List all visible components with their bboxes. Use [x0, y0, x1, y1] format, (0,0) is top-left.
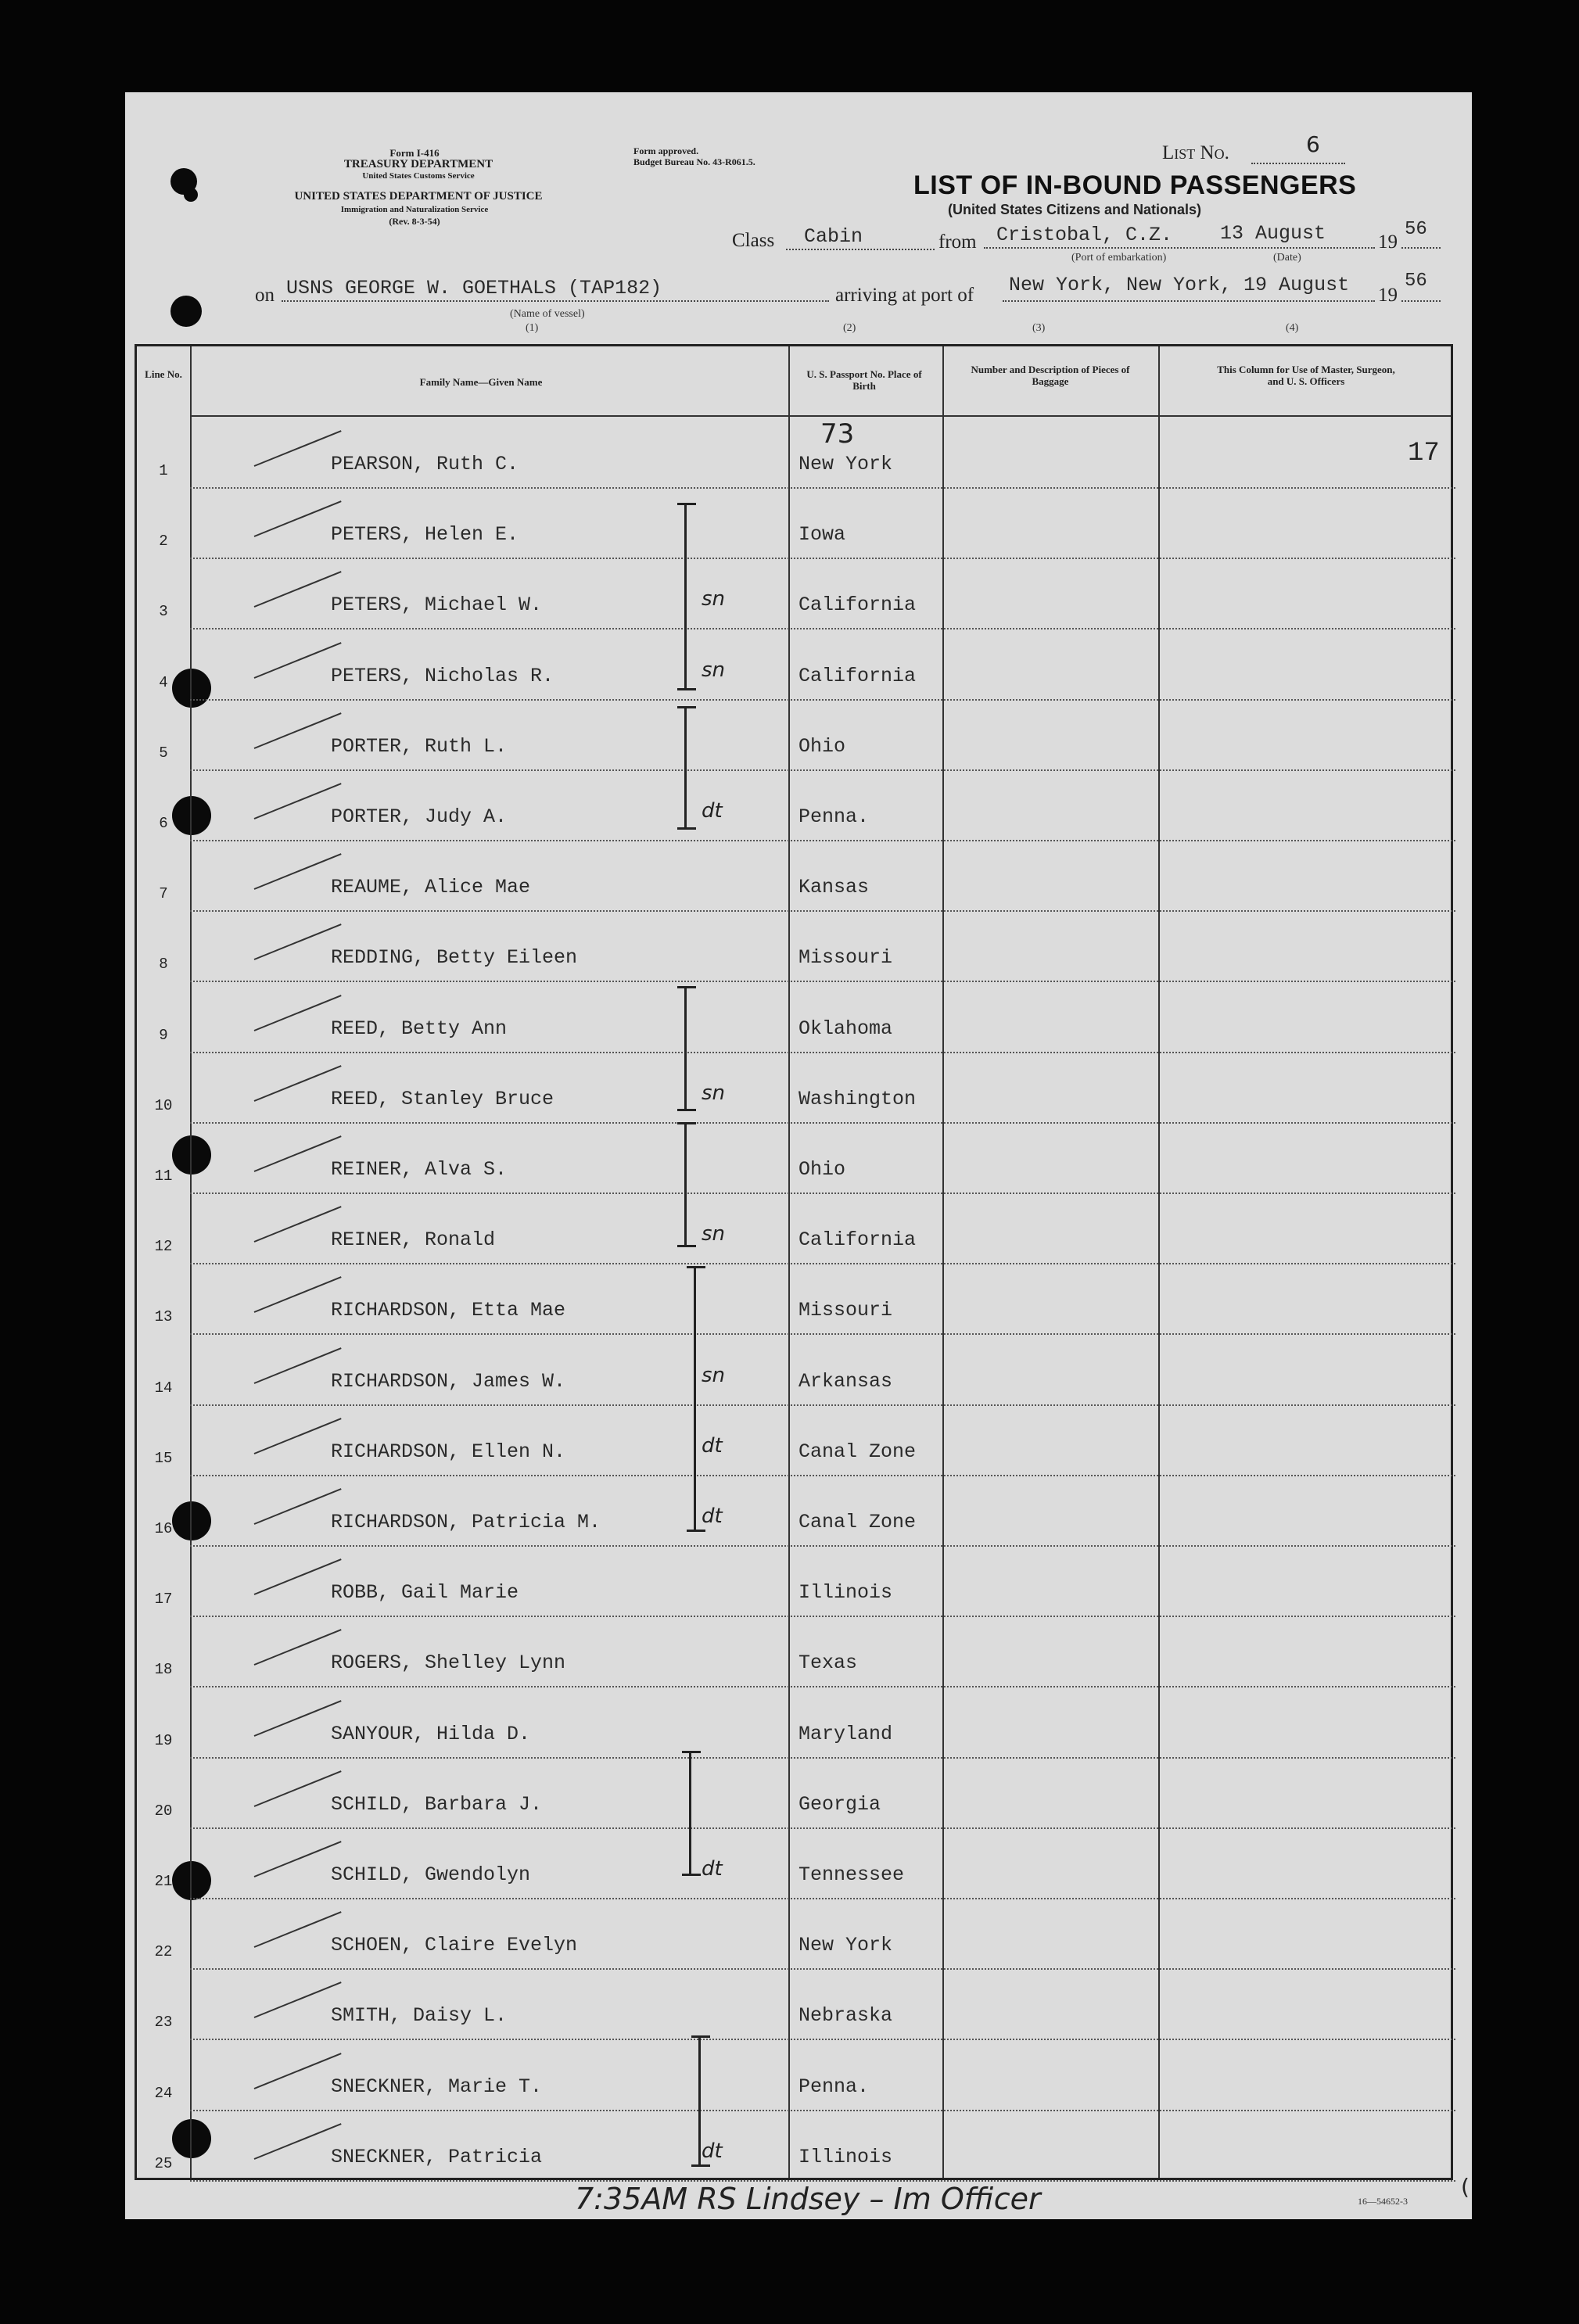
- passenger-name: PETERS, Michael W.: [331, 594, 543, 617]
- from-label: from: [938, 231, 977, 253]
- passenger-name: RICHARDSON, Patricia M.: [331, 1511, 601, 1533]
- passenger-row: [137, 1194, 1455, 1264]
- ins-label: Immigration and Naturalization Service: [340, 205, 489, 214]
- passenger-row: [137, 418, 1455, 489]
- passenger-name: REINER, Alva S.: [331, 1158, 508, 1181]
- check-tick: [254, 1488, 342, 1525]
- family-bracket: [684, 706, 687, 830]
- class-value: Cabin: [804, 225, 863, 248]
- check-tick: [254, 642, 342, 679]
- vessel-caption: (Name of vessel): [510, 308, 585, 320]
- line-number: 3: [159, 603, 168, 621]
- family-bracket: [694, 1266, 696, 1532]
- passenger-row: [137, 1899, 1455, 1970]
- passenger-name: PETERS, Helen E.: [331, 523, 519, 547]
- vessel-line: [282, 300, 829, 302]
- place-of-birth: Missouri: [798, 946, 893, 970]
- line-number: 22: [154, 1943, 173, 1961]
- check-tick: [254, 1558, 342, 1595]
- header-baggage: Number and Description of Pieces of Baggage: [971, 364, 1130, 387]
- line-number: 23: [154, 2014, 173, 2032]
- year-value-2: 56: [1405, 271, 1427, 292]
- line-number: 21: [154, 1873, 173, 1890]
- place-of-birth: Texas: [798, 1652, 858, 1675]
- passenger-row: [137, 1406, 1455, 1476]
- place-of-birth: Kansas: [798, 876, 870, 899]
- list-no-label: List No.: [1162, 142, 1229, 163]
- column-number-3: (3): [1032, 322, 1046, 334]
- check-tick: [254, 1770, 342, 1807]
- passenger-row: [137, 1688, 1455, 1759]
- place-of-birth: California: [798, 1228, 917, 1252]
- year-prefix-1: 19: [1378, 231, 1398, 253]
- passenger-row: [137, 701, 1455, 771]
- row1-handwritten-number: 73: [820, 418, 855, 450]
- form-number: Form I-416: [389, 147, 440, 159]
- vessel-name: USNS GEORGE W. GOETHALS (TAP182): [286, 277, 662, 299]
- relationship-mark: sn: [702, 1363, 726, 1387]
- treasury-department: TREASURY DEPARTMENT: [343, 158, 493, 170]
- relationship-mark: dt: [702, 2139, 723, 2163]
- column-number-1: (1): [526, 322, 539, 334]
- check-tick: [254, 1630, 342, 1666]
- check-tick: [254, 853, 342, 890]
- passenger-row: [137, 1547, 1455, 1617]
- family-bracket: [684, 986, 687, 1111]
- customs-service: United States Customs Service: [362, 171, 475, 181]
- line-number: 15: [154, 1449, 173, 1467]
- line-number: 9: [159, 1026, 168, 1044]
- passenger-row: [137, 983, 1455, 1053]
- line-number: 19: [154, 1731, 173, 1749]
- line-number: 24: [154, 2084, 173, 2102]
- relationship-mark: dt: [702, 1857, 723, 1881]
- passenger-table: [135, 344, 1453, 2180]
- check-tick: [254, 500, 342, 537]
- place-of-birth: Georgia: [798, 1792, 881, 1816]
- line-number: 14: [154, 1379, 173, 1397]
- passenger-row: [137, 771, 1455, 841]
- class-label: Class: [732, 230, 775, 251]
- arrival-port: New York, New York, 19 August: [1009, 274, 1350, 296]
- check-tick: [254, 1911, 342, 1948]
- place-of-birth: Penna.: [798, 2075, 870, 2098]
- form-approved: Form approved.: [633, 145, 699, 156]
- column-number-2: (2): [843, 322, 856, 334]
- passenger-row: [137, 841, 1455, 912]
- place-of-birth: Ohio: [798, 734, 846, 758]
- family-bracket: [689, 1751, 691, 1876]
- family-bracket: [684, 1122, 687, 1247]
- place-of-birth: Tennessee: [798, 1863, 905, 1886]
- passenger-name: PORTER, Ruth L.: [331, 734, 508, 758]
- passenger-name: ROBB, Gail Marie: [331, 1581, 519, 1605]
- line-number: 20: [154, 1802, 173, 1820]
- relationship-mark: sn: [702, 1222, 726, 1246]
- passenger-row: [137, 2111, 1455, 2182]
- place-of-birth: Canal Zone: [798, 1440, 917, 1463]
- header-family-name: Family Name—Given Name: [419, 376, 543, 388]
- relationship-mark: dt: [702, 799, 723, 823]
- passenger-name: SCHILD, Barbara J.: [331, 1792, 543, 1816]
- header-line-no: Line No.: [145, 368, 182, 380]
- passenger-row: [137, 1264, 1455, 1335]
- check-tick: [254, 1841, 342, 1877]
- revision-label: (Rev. 8-3-54): [389, 216, 440, 227]
- place-of-birth: Oklahoma: [798, 1017, 893, 1040]
- passenger-name: PETERS, Nicholas R.: [331, 664, 554, 687]
- line-number: 12: [154, 1238, 173, 1256]
- check-tick: [254, 2053, 342, 2089]
- line-number: 18: [154, 1661, 173, 1679]
- place-of-birth: New York: [798, 453, 893, 475]
- relationship-mark: dt: [702, 1505, 723, 1528]
- check-tick: [254, 1277, 342, 1314]
- line-number: 11: [154, 1167, 173, 1185]
- justice-department: UNITED STATES DEPARTMENT OF JUSTICE: [294, 190, 543, 203]
- family-bracket: [698, 2035, 701, 2167]
- list-no-value: 6: [1306, 131, 1320, 157]
- year-value-1: 56: [1405, 219, 1427, 240]
- check-tick: [254, 1065, 342, 1102]
- row1-officer-number: 17: [1408, 439, 1440, 468]
- footer-handwriting: 7:35AM RS Lindsey – Im Officer: [575, 2182, 1041, 2216]
- on-label: on: [255, 285, 275, 306]
- date-caption: (Date): [1273, 252, 1301, 264]
- relationship-mark: sn: [702, 587, 726, 611]
- check-tick: [254, 1347, 342, 1384]
- header-officers: This Column for Use of Master, Surgeon, and U. S. Officers: [1217, 364, 1395, 387]
- family-bracket: [684, 503, 687, 690]
- place-of-birth: California: [798, 664, 917, 687]
- passenger-row: [137, 489, 1455, 559]
- check-tick: [254, 712, 342, 749]
- place-of-birth: Maryland: [798, 1722, 893, 1745]
- passenger-name: RICHARDSON, Ellen N.: [331, 1440, 566, 1463]
- passenger-name: SMITH, Daisy L.: [331, 2004, 508, 2028]
- passenger-name: SCHOEN, Claire Evelyn: [331, 1934, 578, 1957]
- passenger-row: [137, 1970, 1455, 2040]
- line-number: 8: [159, 956, 168, 974]
- budget-bureau: Budget Bureau No. 43-R061.5.: [633, 156, 755, 167]
- line-number: 13: [154, 1308, 173, 1326]
- place-of-birth: Illinois: [798, 1581, 893, 1605]
- check-tick: [254, 995, 342, 1031]
- relationship-mark: dt: [702, 1433, 723, 1458]
- place-of-birth: Washington: [798, 1087, 917, 1110]
- line-number: 17: [154, 1591, 173, 1609]
- line-number: 10: [154, 1096, 173, 1114]
- line-number: 16: [154, 1520, 173, 1537]
- passenger-name: RICHARDSON, Etta Mae: [331, 1299, 566, 1322]
- place-of-birth: Missouri: [798, 1299, 893, 1322]
- check-tick: [254, 2123, 342, 2160]
- passenger-row: [137, 630, 1455, 701]
- passenger-row: [137, 1759, 1455, 1829]
- place-of-birth: Illinois: [798, 2145, 893, 2168]
- passenger-name: REED, Stanley Bruce: [331, 1087, 554, 1110]
- check-tick: [254, 1135, 342, 1172]
- passenger-row: [137, 912, 1455, 982]
- check-tick: [254, 430, 342, 467]
- year-prefix-2: 19: [1378, 285, 1398, 306]
- place-of-birth: Arkansas: [798, 1369, 893, 1393]
- class-line: [786, 249, 935, 250]
- from-line: [984, 247, 1375, 249]
- departure-date: 13 August: [1220, 222, 1326, 245]
- year-line-1: [1401, 247, 1441, 249]
- place-of-birth: Ohio: [798, 1158, 846, 1181]
- place-of-birth: New York: [798, 1934, 893, 1957]
- line-number: 4: [159, 673, 168, 691]
- check-tick: [254, 783, 342, 819]
- passenger-row: [137, 1053, 1455, 1124]
- list-no-line: [1251, 163, 1345, 164]
- arrival-line: [1003, 300, 1375, 302]
- form-code: 16—54652-3: [1358, 2196, 1408, 2207]
- check-tick: [254, 1206, 342, 1243]
- from-value: Cristobal, C.Z.: [996, 224, 1173, 246]
- header-passport: U. S. Passport No. Place of Birth: [806, 368, 922, 392]
- arriving-label: arriving at port of: [835, 285, 974, 306]
- passenger-name: SCHILD, Gwendolyn: [331, 1863, 531, 1886]
- line-number: 2: [159, 533, 168, 551]
- passenger-row: [137, 1476, 1455, 1547]
- passenger-name: REINER, Ronald: [331, 1228, 496, 1252]
- column-number-4: (4): [1286, 322, 1299, 334]
- place-of-birth: Canal Zone: [798, 1511, 917, 1533]
- relationship-mark: sn: [702, 1081, 726, 1105]
- line-number: 1: [159, 462, 168, 479]
- check-tick: [254, 572, 342, 608]
- passenger-name: REDDING, Betty Eileen: [331, 946, 578, 970]
- edge-mark: (: [1461, 2174, 1470, 2200]
- year-line-2: [1401, 300, 1441, 302]
- line-number: 5: [159, 744, 168, 762]
- line-number: 6: [159, 815, 168, 832]
- place-of-birth: California: [798, 594, 917, 617]
- line-number: 25: [154, 2154, 173, 2172]
- passenger-row: [137, 1617, 1455, 1687]
- passenger-name: SANYOUR, Hilda D.: [331, 1722, 531, 1745]
- passenger-row: [137, 1829, 1455, 1899]
- document-subtitle: (United States Citizens and Nationals): [948, 202, 1202, 217]
- document-title: LIST OF IN-BOUND PASSENGERS: [913, 170, 1357, 200]
- passenger-name: PEARSON, Ruth C.: [331, 453, 519, 475]
- place-of-birth: Iowa: [798, 523, 846, 547]
- passenger-name: REED, Betty Ann: [331, 1017, 508, 1040]
- check-tick: [254, 1982, 342, 2019]
- check-tick: [254, 924, 342, 961]
- header-rule: [190, 415, 1451, 417]
- passenger-name: REAUME, Alice Mae: [331, 876, 531, 899]
- binder-hole: [184, 188, 198, 202]
- binder-hole: [170, 296, 202, 327]
- line-number: 7: [159, 885, 168, 903]
- port-embarkation-caption: (Port of embarkation): [1071, 252, 1167, 264]
- passenger-row: [137, 559, 1455, 629]
- passenger-name: ROGERS, Shelley Lynn: [331, 1652, 566, 1675]
- passenger-row: [137, 1124, 1455, 1194]
- passenger-name: SNECKNER, Patricia: [331, 2145, 543, 2168]
- passenger-name: RICHARDSON, James W.: [331, 1369, 566, 1393]
- check-tick: [254, 1418, 342, 1454]
- passenger-name: PORTER, Judy A.: [331, 805, 508, 828]
- place-of-birth: Penna.: [798, 805, 870, 828]
- check-tick: [254, 1700, 342, 1737]
- passenger-name: SNECKNER, Marie T.: [331, 2075, 543, 2098]
- passenger-row: [137, 1336, 1455, 1406]
- relationship-mark: sn: [702, 658, 726, 682]
- place-of-birth: Nebraska: [798, 2004, 893, 2028]
- passenger-row: [137, 2041, 1455, 2111]
